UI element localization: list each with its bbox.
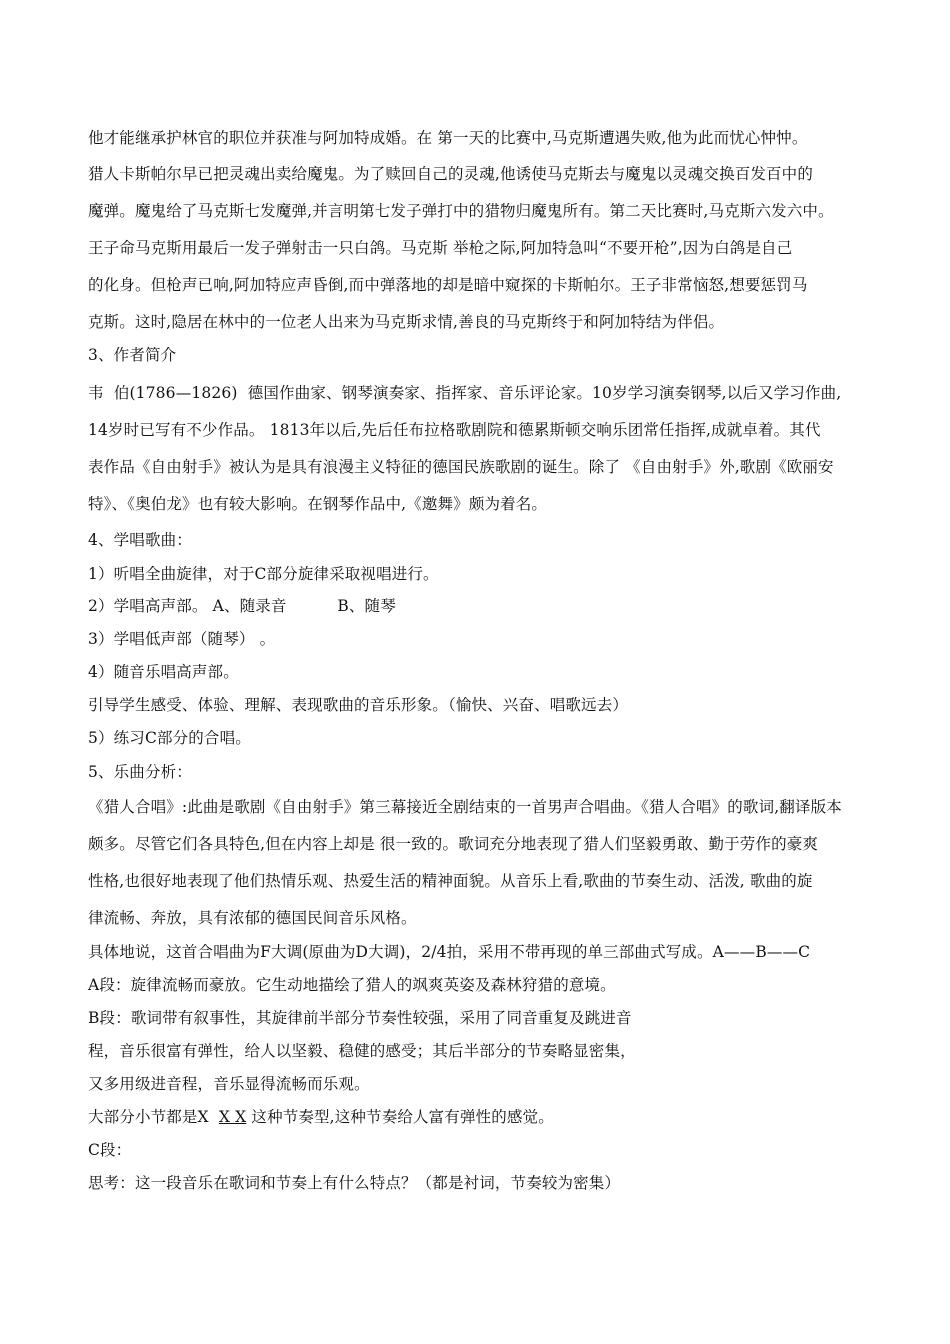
analysis-line: 程，音乐很富有弹性，给人以坚毅、稳健的感受；其后半部分的节奏略显密集， (88, 1042, 636, 1060)
story-line: 王子命马克斯用最后一发子弹射击一只白鸽。马克斯 举枪之际,阿加特急叫“不要开枪”,因为白鸽是自己 (88, 239, 793, 257)
analysis-line: 《猎人合唱》:此曲是歌剧《自由射手》第三幕接近全剧结束的一首男声合唱曲。《猎人合唱》的歌词,翻译版本 (88, 798, 842, 816)
analysis-line: 又多用级进音程，音乐显得流畅而乐观。 (88, 1075, 370, 1093)
author-line: 表作品《自由射手》被认为是具有浪漫主义特征的德国民族歌剧的诞生。除了 《自由射手》外,歌剧《欧丽安 (88, 458, 834, 476)
section-heading: 3、作者简介 (88, 346, 177, 364)
analysis-line: 颇多。尽管它们各具特色,但在内容上却是 很一致的。歌词充分地表现了猎人们坚毅勇敢、勤于劳作的豪爽 (88, 835, 819, 853)
list-item: 2）学唱高声部。 A、随录音 B、随琴 (88, 597, 396, 615)
list-item: 5）练习C部分的合唱。 (88, 729, 251, 747)
author-line: 14岁时已写有不少作品。 1813年以后,先后任布拉格歌剧院和德累斯顿交响乐团常任指挥,成就卓着。其代 (88, 421, 821, 439)
rhythm-suffix: 这种节奏型,这种节奏给人富有弹性的感觉。 (246, 1108, 554, 1126)
rhythm-line (88, 1107, 554, 1127)
rhythm-prefix: 大部分小节都是X (88, 1108, 219, 1126)
story-line: 猎人卡斯帕尔早已把灵魂出卖给魔鬼。为了赎回自己的灵魂,他诱使马克斯去与魔鬼以灵魂交换百发百中的 (88, 165, 813, 183)
question-line: 思考：这一段音乐在歌词和节奏上有什么特点？（都是衬词，节奏较为密集） (88, 1174, 621, 1192)
author-line: 特》、《奥伯龙》也有较大影响。在钢琴作品中,《邀舞》颇为着名。 (88, 495, 548, 513)
author-line: 韦 伯(1786—1826) 德国作曲家、钢琴演奏家、指挥家、音乐评论家。10岁学习演奏钢琴,以后又学习作曲, (88, 384, 842, 402)
analysis-line: 性格,也很好地表现了他们热情乐观、热爱生活的精神面貌。从音乐上看,歌曲的节奏生动、活泼, 歌曲的旋 (88, 872, 813, 890)
c-section-label: C段： (88, 1141, 132, 1159)
list-item: 3）学唱低声部（随琴） 。 (88, 630, 276, 648)
rhythm-pattern: X X (218, 1108, 247, 1126)
story-line: 的化身。但枪声已响,阿加特应声昏倒,而中弹落地的却是暗中窥探的卡斯帕尔。王子非常恼怒,想要惩罚马 (88, 276, 808, 294)
section-heading: 5、乐曲分析： (88, 763, 192, 781)
story-line: 他才能继承护林官的职位并获准与阿加特成婚。在 第一天的比赛中,马克斯遭遇失败,他为此而忧心忡忡。 (88, 129, 808, 147)
analysis-line: A段：旋律流畅而豪放。它生动地描绘了猎人的飒爽英姿及森林狩猎的意境。 (88, 976, 616, 994)
analysis-line: 具体地说，这首合唱曲为F大调(原曲为D大调)，2/4拍，采用不带再现的单三部曲式写成。A——B——C (88, 943, 811, 961)
story-line: 魔弹。魔鬼给了马克斯七发魔弹,并言明第七发子弹打中的猎物归魔鬼所有。第二天比赛时,马克斯六发六中。 (88, 202, 834, 220)
list-item: 1）听唱全曲旋律，对于C部分旋律采取视唱进行。 (88, 565, 439, 583)
list-item: 引导学生感受、体验、理解、表现歌曲的音乐形象。（愉快、兴奋、唱歌远去） (88, 696, 629, 714)
section-heading: 4、学唱歌曲： (88, 531, 192, 549)
story-line: 克斯。这时,隐居在林中的一位老人出来为马克斯求情,善良的马克斯终于和阿加特结为伴侣。 (88, 313, 725, 331)
list-item: 4）随音乐唱高声部。 (88, 663, 239, 681)
analysis-line: B段：歌词带有叙事性，其旋律前半部分节奏性较强，采用了同音重复及跳进音 (88, 1009, 632, 1027)
analysis-line: 律流畅、奔放，具有浓郁的德国民间音乐风格。 (88, 909, 417, 927)
